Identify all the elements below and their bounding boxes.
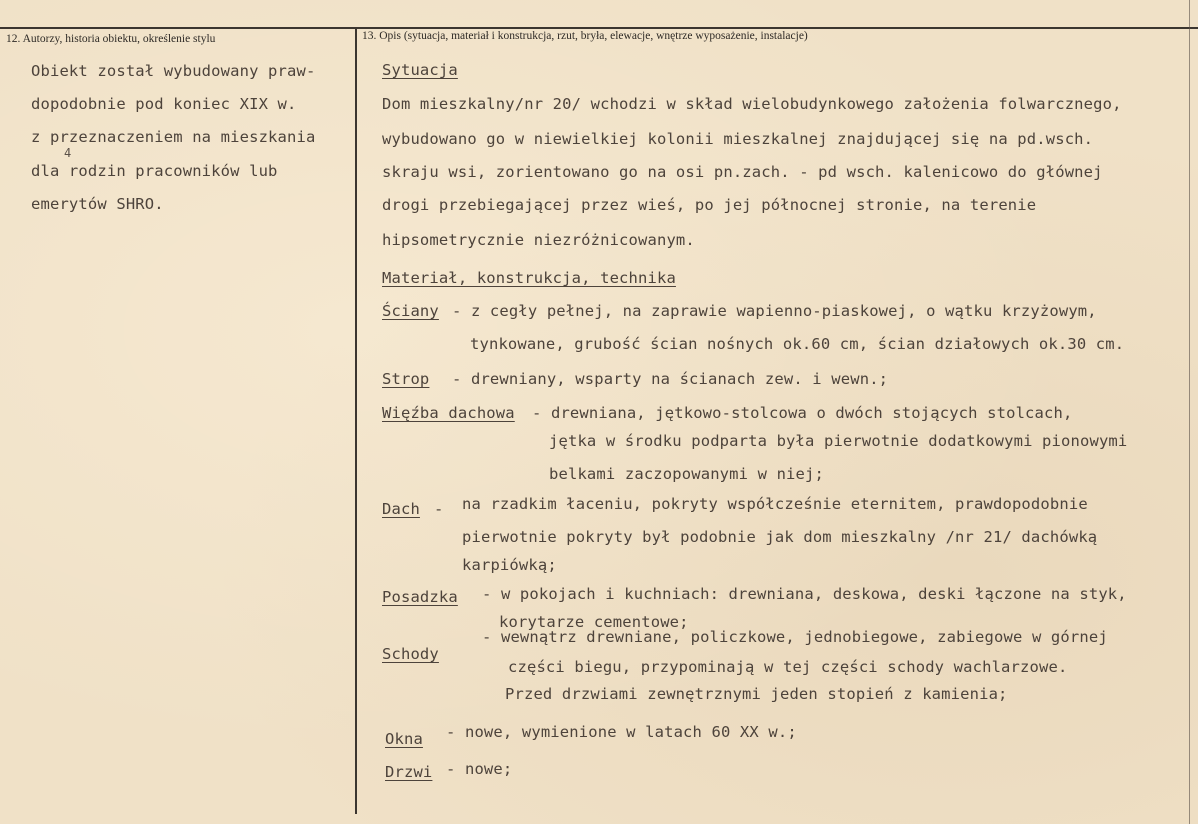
drzwi-text-line: - nowe;: [446, 760, 513, 778]
column-divider: [355, 29, 357, 814]
sciany-text-line: - z cegły pełnej, na zaprawie wapienno-piaskowej, o wątku krzyżowym,: [452, 302, 1097, 320]
label-okna: Okna: [385, 730, 423, 748]
wiezba-text-line: jętka w środku podparta była pierwotnie dodatkowymi pionowymi: [549, 432, 1128, 450]
sciany-text-line: tynkowane, grubość ścian nośnych ok.60 cm, ścian działowych ok.30 cm.: [470, 335, 1125, 353]
label-drzwi: Drzwi: [385, 763, 433, 781]
label-wiezba: Więźba dachowa: [382, 404, 515, 422]
posadzka-text-line: korytarze cementowe;: [499, 613, 689, 631]
header-description: 13. Opis (sytuacja, materiał i konstrukcja, rzut, bryła, elewacje, wnętrze wyposażenie, instalacje): [362, 30, 808, 42]
wiezba-text-line: - drewniana, jętkowo-stolcowa o dwóch stojących stolcach,: [532, 404, 1073, 422]
dach-text-line: pierwotnie pokryty był podobnie jak dom mieszkalny /nr 21/ dachówką: [462, 528, 1098, 546]
dach-dash: -: [434, 500, 444, 518]
handwritten-insert: 4: [64, 146, 72, 160]
header-authors-history: 12. Autorzy, historia obiektu, określenie stylu: [6, 33, 216, 45]
strop-text-line: - drewniany, wsparty na ścianach zew. i wewn.;: [452, 370, 889, 388]
label-posadzka: Posadzka: [382, 588, 458, 606]
left-text-line: emerytów SHRO.: [31, 195, 164, 213]
wiezba-text-line: belkami zaczopowanymi w niej;: [549, 465, 824, 483]
okna-text-line: - nowe, wymienione w latach 60 XX w.;: [446, 723, 797, 741]
label-dach: Dach: [382, 500, 420, 518]
sytuacja-text-line: drogi przebiegającej przez wieś, po jej północnej stronie, na terenie: [382, 196, 1037, 214]
section-heading-sytuacja: Sytuacja: [382, 61, 458, 79]
label-schody: Schody: [382, 645, 439, 663]
top-rule: [0, 27, 1198, 29]
sytuacja-text-line: Dom mieszkalny/nr 20/ wchodzi w skład wielobudynkowego założenia folwarcznego,: [382, 95, 1122, 113]
right-edge-rule: [1189, 0, 1190, 824]
schody-text-line: Przed drzwiami zewnętrznymi jeden stopień z kamienia;: [505, 685, 1008, 703]
left-text-line: z przeznaczeniem na mieszkania: [31, 128, 316, 146]
sytuacja-text-line: wybudowano go w niewielkiej kolonii mieszkalnej znajdującej się na pd.wsch.: [382, 130, 1094, 148]
schody-text-line: - wewnątrz drewniane, policzkowe, jednobiegowe, zabiegowe w górnej: [482, 628, 1108, 646]
section-heading-material: Materiał, konstrukcja, technika: [382, 269, 676, 287]
sytuacja-text-line: hipsometrycznie niezróżnicowanym.: [382, 231, 695, 249]
label-strop: Strop: [382, 370, 430, 388]
label-sciany: Ściany: [382, 302, 439, 320]
posadzka-text-line: - w pokojach i kuchniach: drewniana, deskowa, deski łączone na styk,: [482, 585, 1127, 603]
sytuacja-text-line: skraju wsi, zorientowano go na osi pn.zach. - pd wsch. kalenicowo do głównej: [382, 163, 1103, 181]
left-text-line: dla rodzin pracowników lub: [31, 162, 278, 180]
schody-text-line: części biegu, przypominają w tej części schody wachlarzowe.: [508, 658, 1068, 676]
dach-text-line: karpiówką;: [462, 556, 557, 574]
left-text-line: Obiekt został wybudowany praw-: [31, 62, 316, 80]
left-text-line: dopodobnie pod koniec XIX w.: [31, 95, 297, 113]
dach-text-line: na rzadkim łaceniu, pokryty współcześnie eternitem, prawdopodobnie: [462, 495, 1088, 513]
